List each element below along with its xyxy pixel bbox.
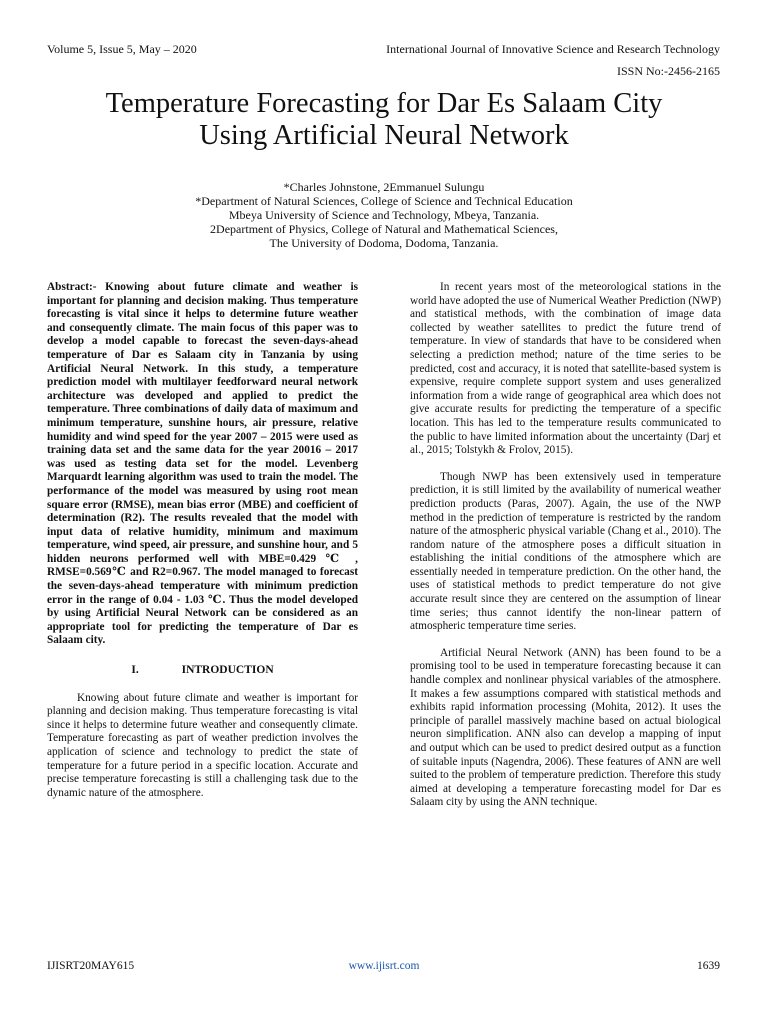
issn: ISSN No:-2456-2165	[616, 64, 720, 78]
intro-paragraph-1: Knowing about future climate and weather is important for planning and decision making. Thus temperature forecasting is vital since it helps to determine future weather and consequently climate. Temperature forecasting as part of weather prediction involves the application of science and technology to predict the state of temperature for a future period in a specific location. Accurate and precise temperature forecasting is still a challenging task due to the dynamic nature of the atmosphere.	[47, 691, 358, 799]
title-line-1: Temperature Forecasting for Dar Es Salaam City	[105, 88, 663, 119]
section-title: INTRODUCTION	[181, 664, 274, 677]
abstract: Abstract:- Knowing about future climate and weather is important for planning and decision making. Thus temperature forecasting is vital since it helps to determine future weather and consequently climate. The main focus of this paper was to develop a model capable to forecast the seven-days-ahead temperature of Dar es Salaam city in Tanzania by using Artificial Neural Network. In this study, a temperature prediction model with multilayer feedforward neural network architecture was developed and applied to predict the temperature. Three combinations of daily data of maximum and minimum temperature, sunshine hours, air pressure, relative humidity and wind speed for the year 2007 – 2015 were used as training data set and the same data for the year 20016 – 2017 was used as testing data set for the model. Levenberg Marquardt learning algorithm was used to train the model. The performance of the model was measured by using root mean square error (RMSE), mean bias error (MBE) and coefficient of determination (R2). The results revealed that the model with input data of relative humidity, minimum and maximum temperature, wind speed, air pressure, and sunshine hour, and 5 hidden neurons performed well with MBE=0.429 ℃ , RMSE=0.569℃ and R2=0.967. The model managed to forecast the seven-days-ahead temperature with minimum prediction error in the range of 0.04 - 1.03 ℃. Thus the model developed by using Artificial Neural Network can be considered as an appropriate tool for predicting the temperature of Dar es Salaam city.	[47, 281, 358, 647]
right-paragraph-3: Artificial Neural Network (ANN) has been found to be a promising tool to be used in temperature forecasting because it can handle complex and nonlinear physical variables of the atmosphere. It makes a few assumptions compared with statistical methods and exhibits rapid information processing (Mohita, 2012). It uses the principle of parallel massively machine based on actual biological neuron simplification. ANN also can develop a mapping of input and output which can be used to predict desired output as a function of suitable inputs (Nagendra, 2006). These features of ANN are well suited to the problem of temperature prediction. Therefore this study aimed at developing a temperature forecasting model for Dar es Salaam city by using the ANN technique.	[410, 646, 721, 809]
author-block	[40, 180, 728, 250]
journal-url[interactable]: www.ijisrt.com	[348, 960, 420, 972]
affiliation-2-line-1: 2Department of Physics, College of Natural and Mathematical Sciences,	[210, 222, 558, 236]
page-number: 1639	[697, 960, 720, 972]
section-number: I.	[131, 664, 139, 677]
volume-issue: Volume 5, Issue 5, May – 2020	[47, 42, 197, 56]
journal-name: International Journal of Innovative Science and Research Technology	[386, 42, 720, 56]
right-paragraph-2: Though NWP has been extensively used in temperature prediction, it is still limited by the availability of numerical weather prediction products (Paras, 2007). Again, the use of the NWP method in the prediction of temperature is restricted by the random nature of the atmospheric physical variable (Chang et al., 2010). The random nature of the atmosphere poses a difficult situation in establishing the initial conditions of the atmosphere which are essentially needed in temperature prediction. On the other hand, the uses of statistical methods to predict temperature do not give accurate result since they are centered on the assumption of linear time series; thus cannot identify the non-linear pattern of atmospheric temperature time series.	[410, 470, 721, 633]
affiliation-1-line-2: Mbeya University of Science and Technology, Mbeya, Tanzania.	[228, 208, 540, 222]
paper-code: IJISRT20MAY615	[47, 960, 135, 972]
paper-title	[40, 88, 728, 152]
title-line-2: Using Artificial Neural Network	[199, 120, 569, 151]
right-paragraph-1: In recent years most of the meteorological stations in the world have adopted the use of Numerical Weather Prediction (NWP) and statistical methods, with the combination of image data collected by weather satellites to predict the future trend of temperature. In view of standards that have to be considered when selecting a prediction method; nature of the time series to be predicted, cost and accuracy, it is noted that satellite-based system is expensive, require complete support system and uses generalized information from a wide range of geographical area which does not give accurate results for predicting the temperature of a specific location. This has led to the temperature results communicated to the public to have limited information about the uncertainty (Darj et al., 2015; Tolstykh & Frolov, 2015).	[410, 281, 722, 457]
left-column	[47, 281, 358, 800]
section-heading	[47, 664, 358, 678]
affiliation-2-line-2: The University of Dodoma, Dodoma, Tanzania.	[269, 236, 499, 250]
author-names: *Charles Johnstone, 2Emmanuel Sulungu	[283, 180, 485, 194]
affiliation-1-line-1: *Department of Natural Sciences, College of Science and Technical Education	[195, 194, 573, 208]
right-column	[410, 281, 721, 810]
